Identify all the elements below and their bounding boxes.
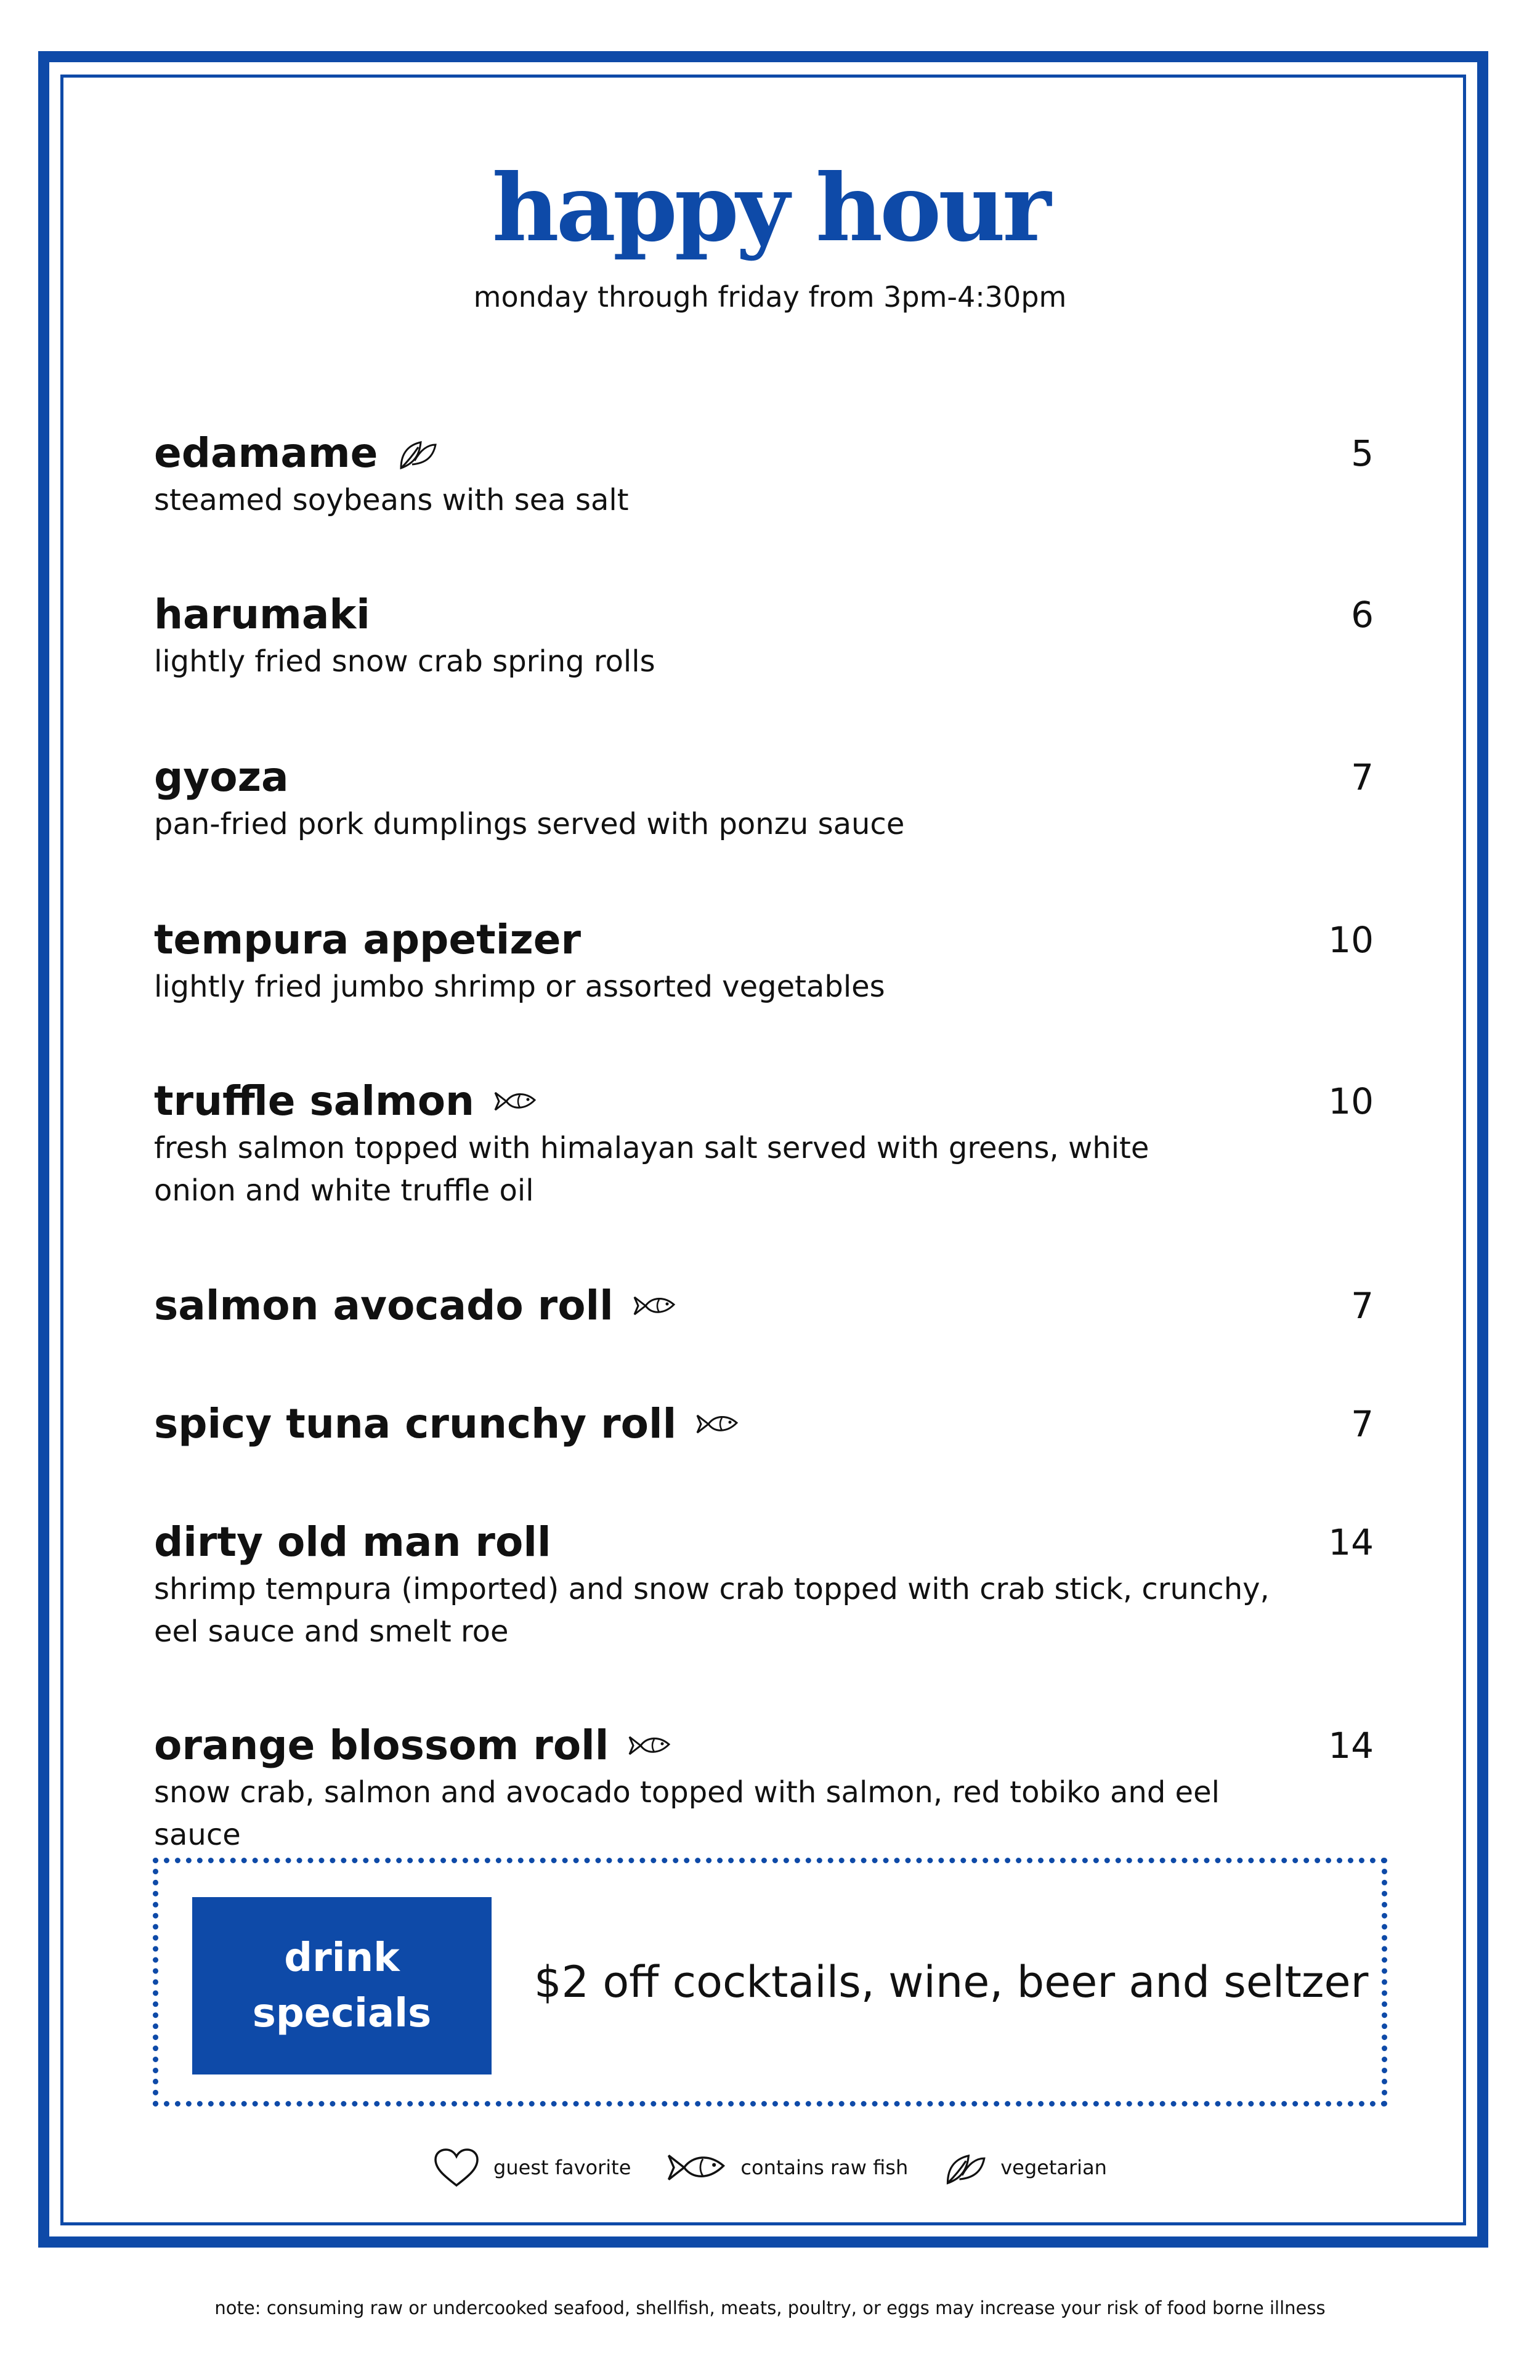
- leaf-icon: [396, 436, 438, 471]
- legend-label: vegetarian: [1000, 2156, 1107, 2179]
- legend-label: guest favorite: [493, 2156, 631, 2179]
- menu-item-harumaki: [154, 590, 1386, 683]
- item-description: [154, 1568, 1312, 1653]
- drink-specials-box: [153, 1858, 1387, 2107]
- item-name: edamame: [154, 429, 378, 477]
- item-description-line-2: onion and white truffle oil: [154, 1173, 534, 1208]
- heart-icon: [433, 2147, 493, 2188]
- menu-item-gyoza: [154, 753, 1386, 846]
- menu-item-orange-blossom-roll: [154, 1721, 1386, 1856]
- legend-item-raw-fish: [665, 2150, 908, 2185]
- legend-label: contains raw fish: [740, 2156, 909, 2179]
- menu-item-truffle-salmon: [154, 1077, 1386, 1212]
- menu-item-dirty-old-man-roll: [154, 1518, 1386, 1653]
- fish-icon: [493, 1089, 537, 1114]
- item-name: orange blossom roll: [154, 1722, 609, 1769]
- item-description: lightly fried jumbo shrimp or assorted vegetables: [154, 969, 885, 1004]
- item-description: steamed soybeans with sea salt: [154, 483, 629, 517]
- fish-icon: [632, 1293, 676, 1318]
- item-name: salmon avocado roll: [154, 1282, 614, 1329]
- drink-tag-line-2: specials: [252, 1991, 432, 2036]
- menu-item-spicy-tuna-crunchy-roll: [154, 1399, 1386, 1449]
- item-price: 5: [1351, 432, 1374, 474]
- item-description-line-1: shrimp tempura (imported) and snow crab topped with crab stick, crunchy,: [154, 1572, 1270, 1606]
- item-price: 10: [1328, 1080, 1374, 1122]
- legend-item-vegetarian: [942, 2149, 1107, 2186]
- item-name: spicy tuna crunchy roll: [154, 1400, 677, 1447]
- item-description: snow crab, salmon and avocado topped with salmon, red tobiko and eel sauce: [154, 1775, 1220, 1852]
- legend-item-favorite: [433, 2147, 631, 2188]
- fish-icon: [627, 1733, 671, 1758]
- footer-note: note: consuming raw or undercooked seafood, shellfish, meats, poultry, or eggs may increase your risk of food borne illness: [214, 2297, 1326, 2318]
- page-title: happy hour: [492, 154, 1048, 262]
- legend: [0, 2147, 1540, 2188]
- item-price: 14: [1328, 1521, 1374, 1563]
- item-name: tempura appetizer: [154, 916, 582, 963]
- menu-item-salmon-avocado-roll: [154, 1281, 1386, 1330]
- item-description-line-2: eel sauce and smelt roe: [154, 1614, 509, 1649]
- fish-icon: [695, 1412, 739, 1436]
- item-price: 7: [1351, 756, 1374, 798]
- item-price: 7: [1351, 1403, 1374, 1445]
- item-description-line-1: fresh salmon topped with himalayan salt served with greens, white: [154, 1131, 1149, 1165]
- item-description: lightly fried snow crab spring rolls: [154, 644, 655, 679]
- drink-specials-text: $2 off cocktails, wine, beer and seltzer: [534, 1957, 1369, 2007]
- item-description: pan-fried pork dumplings served with ponzu sauce: [154, 807, 905, 841]
- fish-icon: [665, 2150, 740, 2185]
- page-subtitle: monday through friday from 3pm-4:30pm: [473, 280, 1067, 314]
- drink-tag-line-1: drink: [284, 1935, 400, 1981]
- item-price: 10: [1328, 919, 1374, 961]
- menu-item-edamame: [154, 429, 1386, 522]
- item-price: 7: [1351, 1285, 1374, 1327]
- leaf-icon: [942, 2149, 1000, 2186]
- menu-item-tempura-appetizer: [154, 915, 1386, 1008]
- item-name: dirty old man roll: [154, 1518, 551, 1566]
- item-name: harumaki: [154, 591, 370, 638]
- item-price: 6: [1351, 594, 1374, 636]
- item-name: truffle salmon: [154, 1077, 475, 1125]
- item-price: 14: [1328, 1725, 1374, 1767]
- drink-specials-tag: [192, 1897, 492, 2074]
- item-description: [154, 1127, 1312, 1212]
- item-name: gyoza: [154, 753, 289, 801]
